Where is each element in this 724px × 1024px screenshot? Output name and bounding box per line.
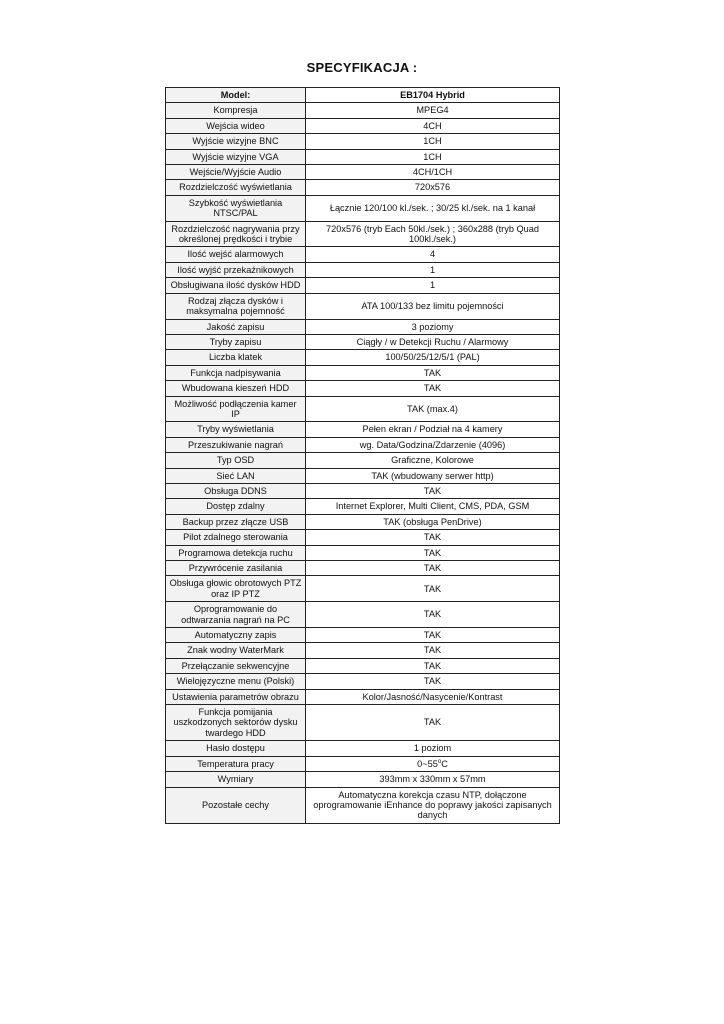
table-body — [166, 103, 560, 823]
spec-value-cell: 4 — [306, 247, 560, 262]
table-row — [166, 772, 560, 787]
spec-label-cell: Wbudowana kieszeń HDD — [166, 381, 306, 396]
spec-value-cell: Pełen ekran / Podział na 4 kamery — [306, 422, 560, 437]
spec-value-cell: TAK — [306, 643, 560, 658]
spec-value-cell: TAK — [306, 381, 560, 396]
table-row — [166, 422, 560, 437]
spec-value-cell: 1 — [306, 278, 560, 293]
spec-value-cell: Automatyczna korekcja czasu NTP, dołączone oprogramowanie iEnhance do poprawy jakości zapisanych danych — [306, 787, 560, 823]
table-header-row — [166, 88, 560, 103]
spec-label-cell: Automatyczny zapis — [166, 628, 306, 643]
spec-label-cell: Jakość zapisu — [166, 319, 306, 334]
spec-label-cell: Kompresja — [166, 103, 306, 118]
spec-value-cell: 4CH — [306, 118, 560, 133]
table-row — [166, 195, 560, 221]
table-row — [166, 381, 560, 396]
spec-label-cell: Tryby wyświetlania — [166, 422, 306, 437]
specification-table — [165, 87, 560, 824]
spec-value-cell: Kolor/Jasność/Nasycenie/Kontrast — [306, 689, 560, 704]
table-row — [166, 756, 560, 771]
spec-label-cell: Wyjście wizyjne BNC — [166, 134, 306, 149]
spec-value-cell: TAK — [306, 602, 560, 628]
table-row — [166, 365, 560, 380]
table-row — [166, 628, 560, 643]
spec-label-cell: Backup przez złącze USB — [166, 514, 306, 529]
table-row — [166, 334, 560, 349]
spec-label-cell: Rozdzielczość nagrywania przy określonej prędkości i trybie — [166, 221, 306, 247]
header-value-cell: EB1704 Hybrid — [306, 88, 560, 103]
spec-label-cell: Przeszukiwanie nagrań — [166, 437, 306, 452]
table-row — [166, 658, 560, 673]
spec-label-cell: Wymiary — [166, 772, 306, 787]
table-row — [166, 576, 560, 602]
spec-label-cell: Temperatura pracy — [166, 756, 306, 771]
table-row — [166, 561, 560, 576]
spec-label-cell: Oprogramowanie do odtwarzania nagrań na PC — [166, 602, 306, 628]
table-row — [166, 674, 560, 689]
spec-value-cell: Internet Explorer, Multi Client, CMS, PDA, GSM — [306, 499, 560, 514]
spec-value-cell: 720x576 (tryb Each 50kl./sek.) ; 360x288 (tryb Quad 100kl./sek.) — [306, 221, 560, 247]
table-row — [166, 514, 560, 529]
spec-label-cell: Ilość wyjść przekaźnikowych — [166, 262, 306, 277]
table-row — [166, 350, 560, 365]
table-row — [166, 396, 560, 422]
page-title: SPECYFIKACJA : — [306, 60, 418, 75]
spec-label-cell: Szybkość wyświetlania NTSC/PAL — [166, 195, 306, 221]
spec-label-cell: Pozostałe cechy — [166, 787, 306, 823]
spec-value-cell: wg. Data/Godzina/Zdarzenie (4096) — [306, 437, 560, 452]
spec-label-cell: Ustawienia parametrów obrazu — [166, 689, 306, 704]
table-row — [166, 741, 560, 756]
spec-value-cell: 1 poziom — [306, 741, 560, 756]
spec-label-cell: Znak wodny WaterMark — [166, 643, 306, 658]
spec-value-cell: 1CH — [306, 134, 560, 149]
spec-label-cell: Wyjście wizyjne VGA — [166, 149, 306, 164]
spec-label-cell: Hasło dostępu — [166, 741, 306, 756]
spec-value-cell: TAK — [306, 561, 560, 576]
spec-value-cell: Łącznie 120/100 kl./sek. ; 30/25 kl./sek. na 1 kanał — [306, 195, 560, 221]
spec-value-cell: 720x576 — [306, 180, 560, 195]
table-row — [166, 689, 560, 704]
table-row — [166, 278, 560, 293]
spec-label-cell: Wielojęzyczne menu (Polski) — [166, 674, 306, 689]
spec-value-cell — [306, 756, 560, 771]
table-row — [166, 134, 560, 149]
spec-value-cell: TAK — [306, 658, 560, 673]
spec-value-cell: Ciągły / w Detekcji Ruchu / Alarmowy — [306, 334, 560, 349]
spec-value-cell: ATA 100/133 bez limitu pojemności — [306, 293, 560, 319]
spec-label-cell: Możliwość podłączenia kamer IP — [166, 396, 306, 422]
table-row — [166, 705, 560, 741]
spec-label-cell: Przywrócenie zasilania — [166, 561, 306, 576]
spec-value-cell: TAK — [306, 545, 560, 560]
table-row — [166, 118, 560, 133]
spec-label-cell: Obsługa DDNS — [166, 483, 306, 498]
spec-label-cell: Przełączanie sekwencyjne — [166, 658, 306, 673]
spec-label-cell: Wejścia wideo — [166, 118, 306, 133]
spec-label-cell: Typ OSD — [166, 453, 306, 468]
spec-value-cell: 393mm x 330mm x 57mm — [306, 772, 560, 787]
table-row — [166, 319, 560, 334]
spec-label-cell: Tryby zapisu — [166, 334, 306, 349]
spec-label-cell: Obsługa głowic obrotowych PTZ oraz IP PTZ — [166, 576, 306, 602]
spec-value-cell: 1CH — [306, 149, 560, 164]
table-row — [166, 165, 560, 180]
table-row — [166, 221, 560, 247]
table-row — [166, 787, 560, 823]
table-row — [166, 180, 560, 195]
spec-value-cell: 1 — [306, 262, 560, 277]
spec-label-cell: Sieć LAN — [166, 468, 306, 483]
spec-value-cell: TAK (obsługa PenDrive) — [306, 514, 560, 529]
table-row — [166, 643, 560, 658]
spec-value-cell: TAK — [306, 365, 560, 380]
spec-value-cell: 3 poziomy — [306, 319, 560, 334]
spec-value-cell: TAK — [306, 576, 560, 602]
spec-label-cell: Programowa detekcja ruchu — [166, 545, 306, 560]
spec-label-cell: Liczba klatek — [166, 350, 306, 365]
spec-value-cell: TAK — [306, 530, 560, 545]
spec-label-cell: Rozdzielczość wyświetlania — [166, 180, 306, 195]
table-row — [166, 530, 560, 545]
spec-value-cell: TAK — [306, 705, 560, 741]
table-row — [166, 499, 560, 514]
table-row — [166, 602, 560, 628]
table-row — [166, 483, 560, 498]
table-row — [166, 453, 560, 468]
spec-label-cell: Ilość wejść alarmowych — [166, 247, 306, 262]
spec-value-cell: TAK — [306, 674, 560, 689]
spec-label-cell: Funkcja pomijania uszkodzonych sektorów dysku twardego HDD — [166, 705, 306, 741]
spec-label-cell: Funkcja nadpisywania — [166, 365, 306, 380]
table-row — [166, 293, 560, 319]
spec-value-text: 0~55 — [417, 758, 438, 769]
spec-value-cell: 100/50/25/12/5/1 (PAL) — [306, 350, 560, 365]
spec-value-cell: TAK (max.4) — [306, 396, 560, 422]
spec-value-cell: TAK — [306, 628, 560, 643]
spec-value-cell: TAK — [306, 483, 560, 498]
spec-label-cell: Rodzaj złącza dysków i maksymalna pojemność — [166, 293, 306, 319]
table-row — [166, 468, 560, 483]
table-row — [166, 103, 560, 118]
table-row — [166, 247, 560, 262]
spec-value-unit: C — [441, 758, 448, 769]
spec-value-cell: Graficzne, Kolorowe — [306, 453, 560, 468]
spec-label-cell: Dostęp zdalny — [166, 499, 306, 514]
spec-value-cell: MPEG4 — [306, 103, 560, 118]
degree-superscript: o — [437, 758, 442, 765]
spec-label-cell: Obsługiwana ilość dysków HDD — [166, 278, 306, 293]
spec-label-cell: Wejście/Wyjście Audio — [166, 165, 306, 180]
table-row — [166, 262, 560, 277]
spec-value-cell: 4CH/1CH — [306, 165, 560, 180]
table-row — [166, 149, 560, 164]
spec-value-cell: TAK (wbudowany serwer http) — [306, 468, 560, 483]
spec-label-cell: Pilot zdalnego sterowania — [166, 530, 306, 545]
table-row — [166, 545, 560, 560]
table-row — [166, 437, 560, 452]
header-label-cell: Model: — [166, 88, 306, 103]
